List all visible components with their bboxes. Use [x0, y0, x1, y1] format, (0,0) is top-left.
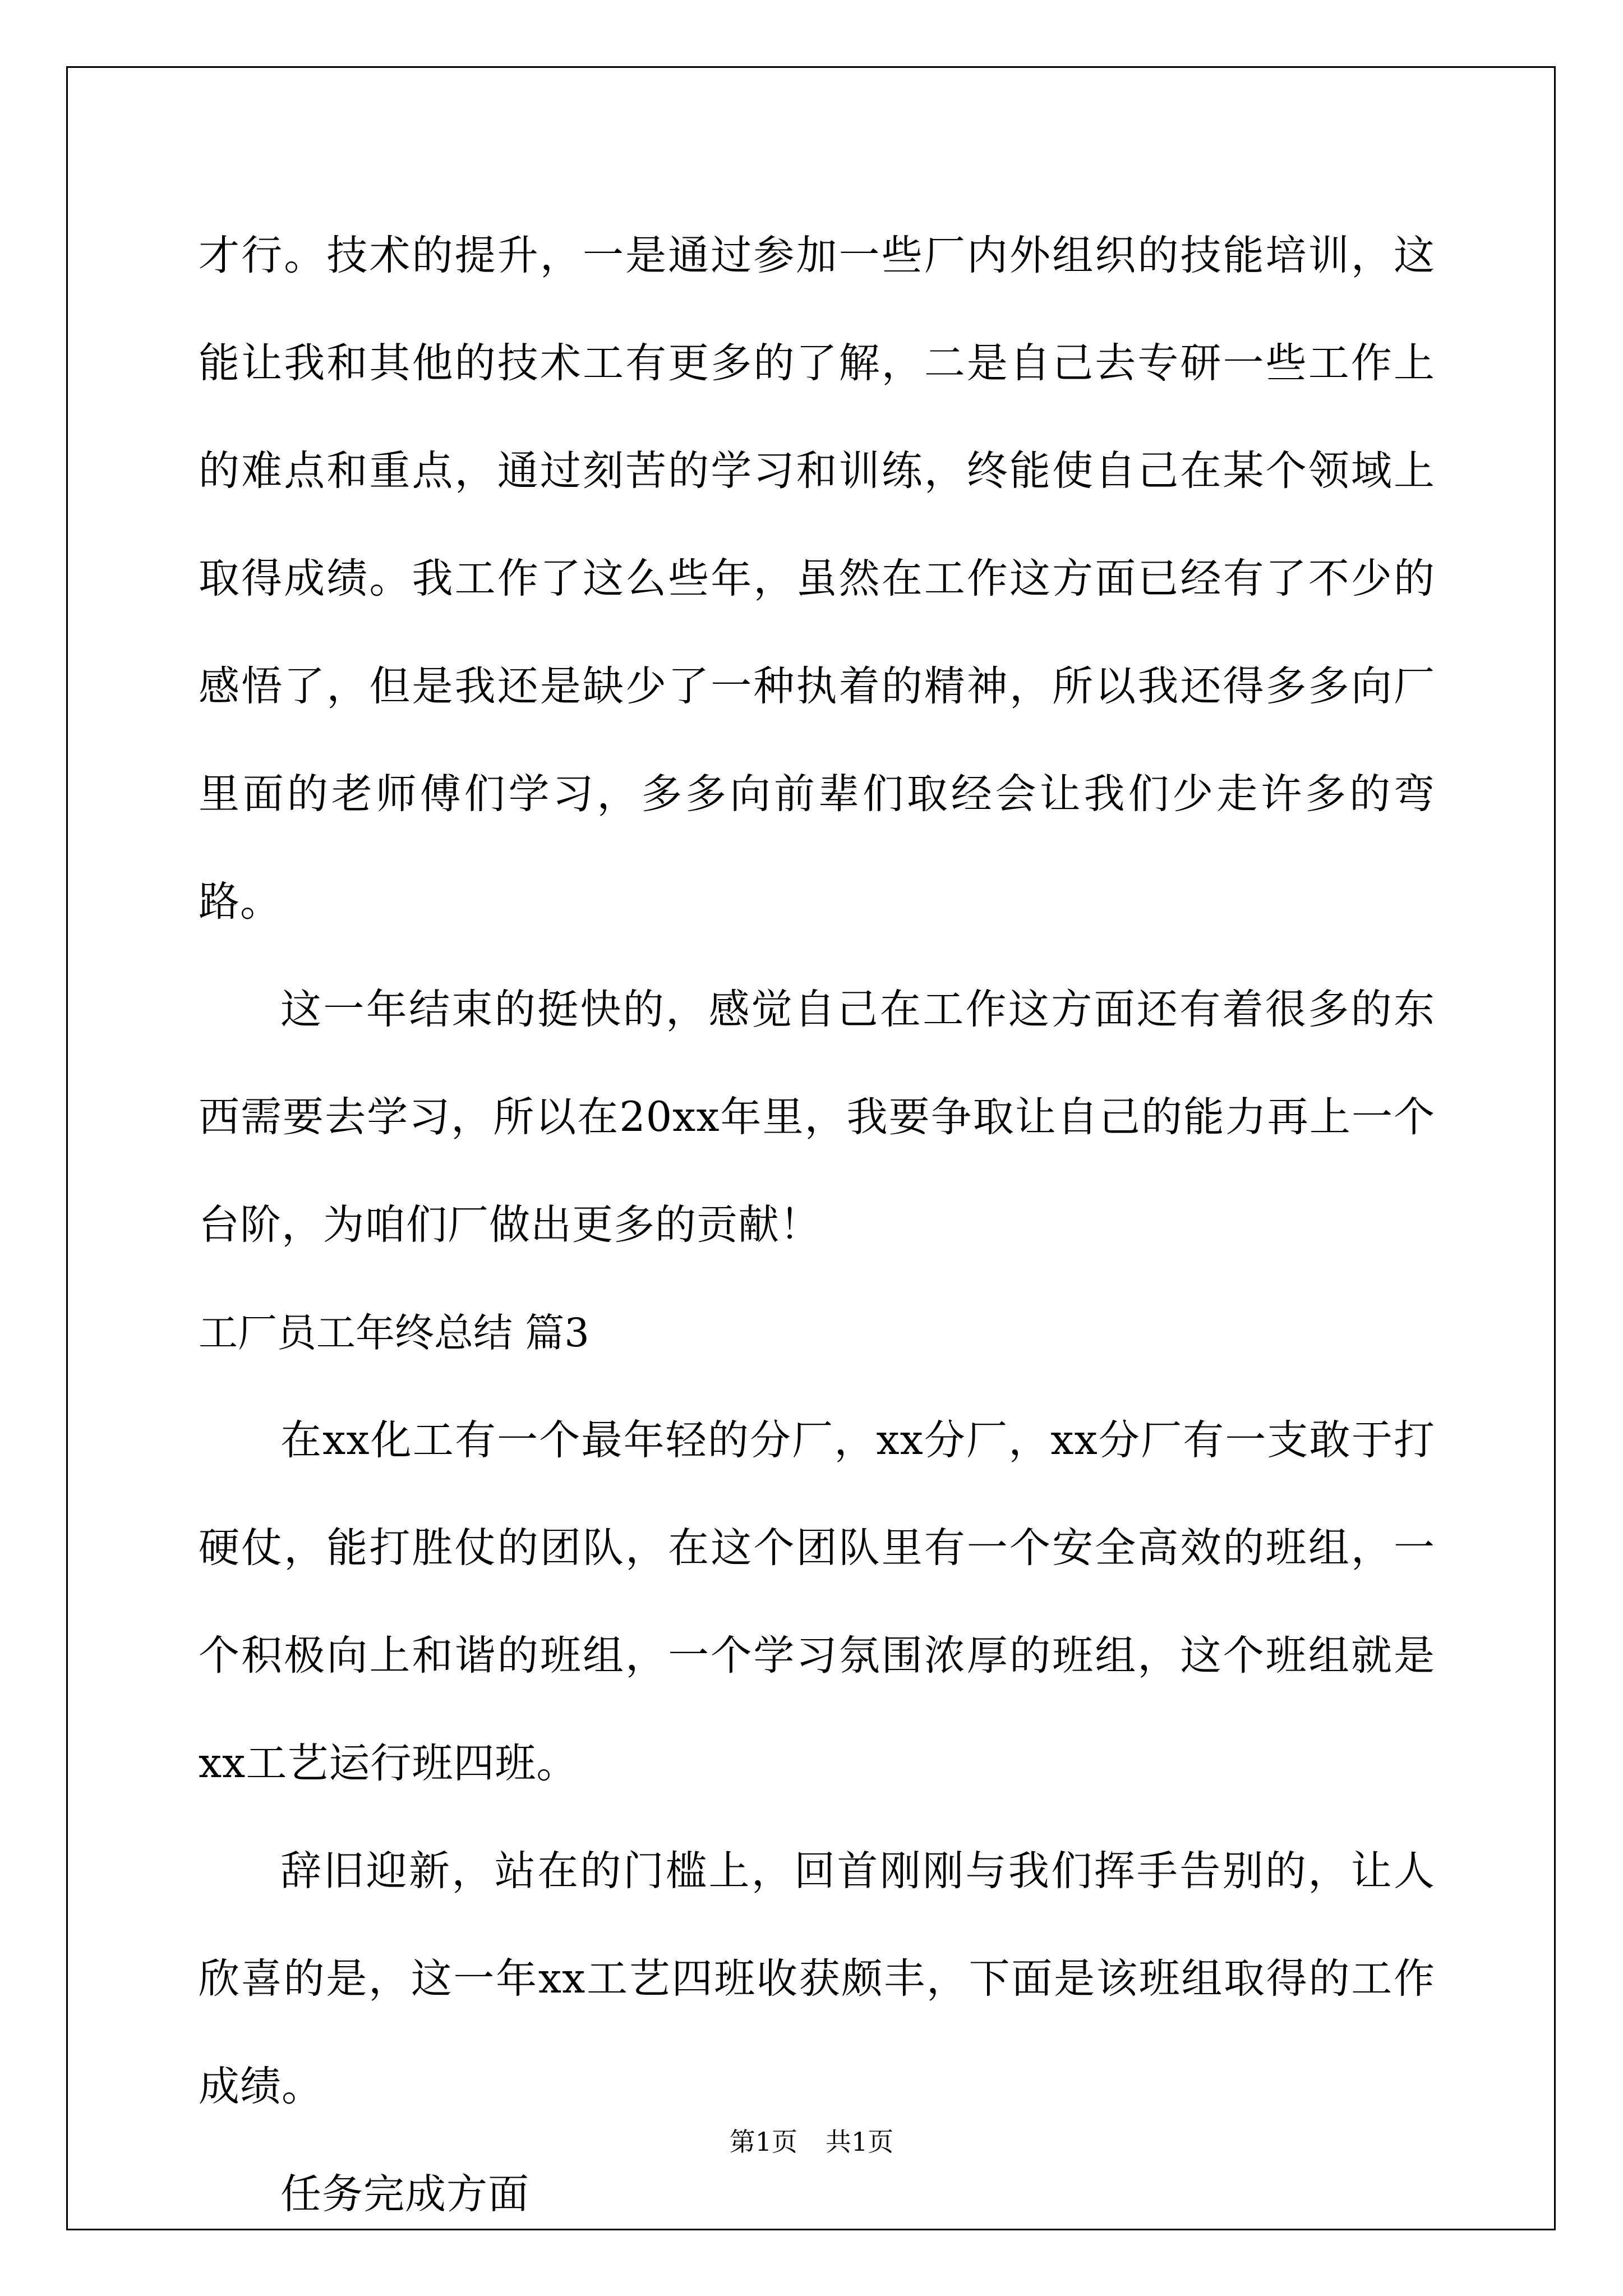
page-footer: [0, 2125, 1623, 2159]
page-total: 共1页: [826, 2127, 894, 2157]
document-body: [199, 202, 1435, 2248]
paragraph-1: 才行。技术的提升，一是通过参加一些厂内外组织的技能培训，这能让我和其他的技术工有更多的了解，二是自己去专研一些工作上的难点和重点，通过刻苦的学习和训练，终能使自己在某个领域上取得成绩。我工作了这么些年，虽然在工作这方面已经有了不少的感悟了，但是我还是缺少了一种执着的精神，所以我还得多多向厂里面的老师傅们学习，多多向前辈们取经会让我们少走许多的弯路。: [199, 232, 1435, 926]
page-number: 第1页: [729, 2127, 797, 2157]
section-heading: 工厂员工年终总结 篇3: [199, 1310, 589, 1356]
paragraph-3: 在xx化工有一个最年轻的分厂，xx分厂，xx分厂有一支敢于打硬仗，能打胜仗的团队，在这个团队里有一个安全高效的班组，一个积极向上和谐的班组，一个学习氛围浓厚的班组，这个班组就是xx工艺运行班四班。: [199, 1416, 1435, 1787]
paragraph-4: 辞旧迎新，站在的门槛上，回首刚刚与我们挥手告别的，让人欣喜的是，这一年xx工艺四班收获颇丰，下面是该班组取得的工作成绩。: [199, 1847, 1435, 2110]
paragraph-5: 任务完成方面: [280, 2170, 529, 2218]
paragraph-2: 这一年结束的挺快的，感觉自己在工作这方面还有着很多的东西需要去学习，所以在20xx年里，我要争取让自己的能力再上一个台阶，为咱们厂做出更多的贡献！: [199, 986, 1435, 1249]
